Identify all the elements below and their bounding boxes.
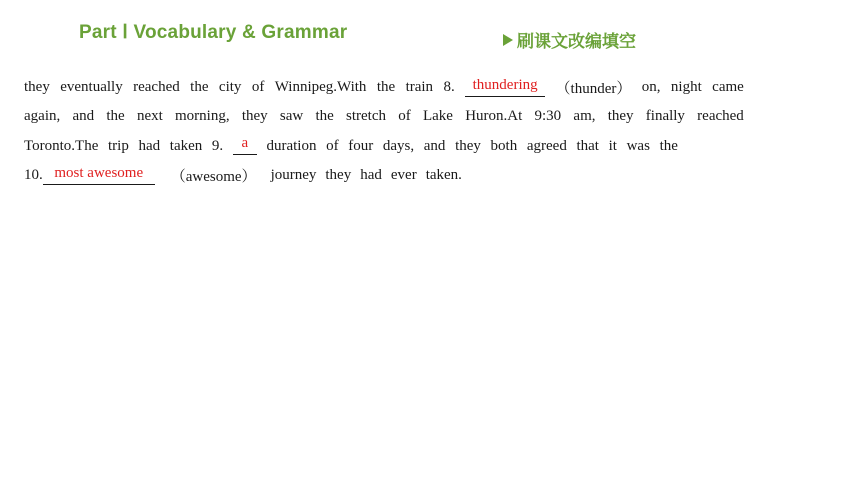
word: saw (279, 108, 304, 125)
word: journey (270, 167, 317, 184)
word: reached (133, 79, 180, 96)
word: of (326, 137, 339, 154)
question-number-10: 10. (24, 167, 43, 184)
word: again, (24, 108, 61, 125)
word: agreed (526, 137, 567, 154)
word: stretch (346, 108, 386, 125)
word: of (251, 79, 265, 96)
word: was (626, 137, 650, 154)
play-triangle-icon (503, 34, 513, 46)
answer-9: a (241, 135, 249, 152)
answer-8: thundering (472, 76, 538, 93)
word: 9:30 (534, 108, 562, 125)
word: days, (382, 137, 415, 154)
word: Toronto.The (24, 137, 99, 154)
word: 9. (211, 137, 224, 154)
word: and (72, 108, 95, 125)
word: had (360, 167, 382, 184)
word: taken. (425, 167, 462, 184)
blank-8[interactable] (465, 76, 545, 97)
word: it (608, 137, 617, 154)
word: four (348, 137, 374, 154)
hint-10: （awesome） (170, 169, 257, 186)
word: of (398, 108, 411, 125)
blank-9[interactable] (233, 137, 257, 155)
word: the (376, 79, 396, 96)
exercise-type-label (503, 27, 636, 52)
passage-line-3 (24, 132, 678, 161)
word: on, (641, 79, 661, 96)
word: the (659, 137, 678, 154)
word: came (712, 79, 744, 96)
word: finally (645, 108, 685, 125)
section-title: Part Ⅰ Vocabulary & Grammar (79, 22, 348, 43)
word: ever (390, 167, 417, 184)
word: had (138, 137, 161, 154)
word: morning, (175, 108, 230, 125)
word: the (315, 108, 334, 125)
word: taken (169, 137, 203, 154)
word: am, (573, 108, 596, 125)
word: Lake (422, 108, 453, 125)
word: they (24, 79, 50, 96)
word: they (607, 108, 634, 125)
word: they (455, 137, 481, 154)
word: that (576, 137, 599, 154)
word: next (136, 108, 163, 125)
word: both (490, 137, 518, 154)
hint-8: （thunder） (555, 81, 632, 98)
word: reached (697, 108, 744, 125)
word: eventually (60, 79, 123, 96)
answer-10: most awesome (54, 164, 144, 181)
word: they (325, 167, 352, 184)
word: and (423, 137, 446, 154)
passage-line-1 (24, 73, 744, 102)
passage (24, 73, 744, 190)
exercise-type-text: 刷课文改编填空 (517, 32, 636, 52)
word: Huron.At (465, 108, 523, 125)
passage-line-4 (24, 161, 744, 190)
passage-line-2 (24, 102, 744, 131)
word: train (405, 79, 434, 96)
word: city (218, 79, 242, 96)
word: night (670, 79, 702, 96)
word: they (241, 108, 268, 125)
blank-10[interactable] (43, 164, 155, 185)
word: 8. (443, 79, 455, 96)
word: Winnipeg.With (274, 79, 367, 96)
word: the (190, 79, 209, 96)
word: trip (108, 137, 129, 154)
word: duration (266, 137, 317, 154)
word: the (106, 108, 125, 125)
